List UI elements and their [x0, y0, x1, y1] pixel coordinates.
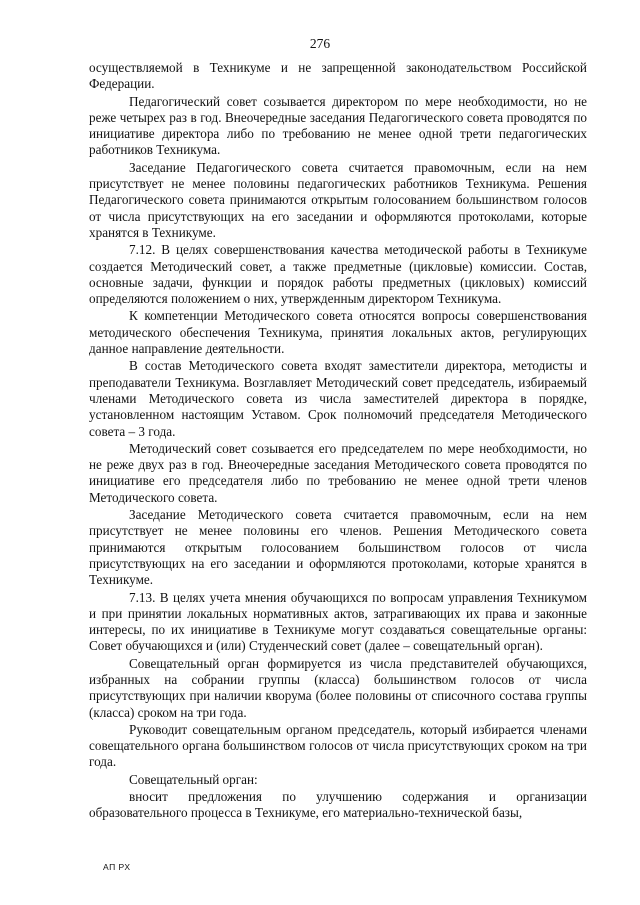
document-body [89, 60, 587, 822]
paragraph: Педагогический совет созывается директором по мере необходимости, но не реже четырех раз в год. Внеочередные заседания Педагогического совета проводятся по инициативе директора либо по требованию не менее одной трети педагогических работников Техникума. [89, 93, 587, 158]
paragraph: 7.13. В целях учета мнения обучающихся по вопросам управления Техникумом и при принятии локальных нормативных актов, затрагивающих их права и законные интересы, по их инициативе в Техникуме могут создаваться совещательные органы: Совет обучающихся и (или) Студенческий совет (далее – совещательный орган). [89, 589, 587, 654]
paragraph: осуществляемой в Техникуме и не запрещенной законодательством Российской Федерации. [89, 60, 587, 92]
paragraph: Руководит совещательным органом председатель, который избирается членами совещательного органа большинством голосов от числа присутствующих сроком на три года. [89, 721, 587, 770]
paragraph: В состав Методического совета входят заместители директора, методисты и преподаватели Техникума. Возглавляет Методический совет председатель, избираемый членами Методического совета из числа заместителей директора в порядке, установленном настоящим Уставом. Срок полномочий председателя Методического совета – 3 года. [89, 358, 587, 439]
paragraph: Заседание Педагогического совета считается правомочным, если на нем присутствует не менее половины педагогических работников Техникума. Решения Педагогического совета принимаются открытым голосованием большинством голосов от числа присутствующих на его заседании и оформляются протоколами, которые хранятся в Техникуме. [89, 159, 587, 240]
paragraph: Совещательный орган формируется из числа представителей обучающихся, избранных на собрании группы (класса) большинством голосов от числа присутствующих при наличии кворума (более половины от списочного состава группы (класса) сроком на три года. [89, 655, 587, 720]
paragraph: Методический совет созывается его председателем по мере необходимости, но не реже двух раз в год. Внеочередные заседания Методического совета проводятся по инициативе его председателя либо по требованию не менее одной трети членов Методического совета. [89, 440, 587, 505]
paragraph: вносит предложения по улучшению содержания и организации образовательного процесса в Техникуме, его материально-технической базы, [89, 789, 587, 821]
paragraph: К компетенции Методического совета относятся вопросы совершенствования методического обеспечения Техникума, принятия локальных актов, регулирующих данное направление деятельности. [89, 308, 587, 357]
paragraph: Заседание Методического совета считается правомочным, если на нем присутствует не менее половины его членов. Решения Методического совета принимаются открытым голосованием большинством голосов от числа присутствующих на его заседании и оформляются протоколами, которые хранятся в Техникуме. [89, 507, 587, 588]
paragraph: 7.12. В целях совершенствования качества методической работы в Техникуме создается Методический совет, а также предметные (цикловые) комиссии. Состав, основные задачи, функции и порядок работы предметных (цикловых) комиссий определяются положением о них, утвержденным директором Техникума. [89, 242, 587, 307]
page-number: 276 [309, 36, 331, 51]
paragraph: Совещательный орган: [129, 771, 258, 787]
footer-stamp: АП РХ [103, 862, 131, 872]
